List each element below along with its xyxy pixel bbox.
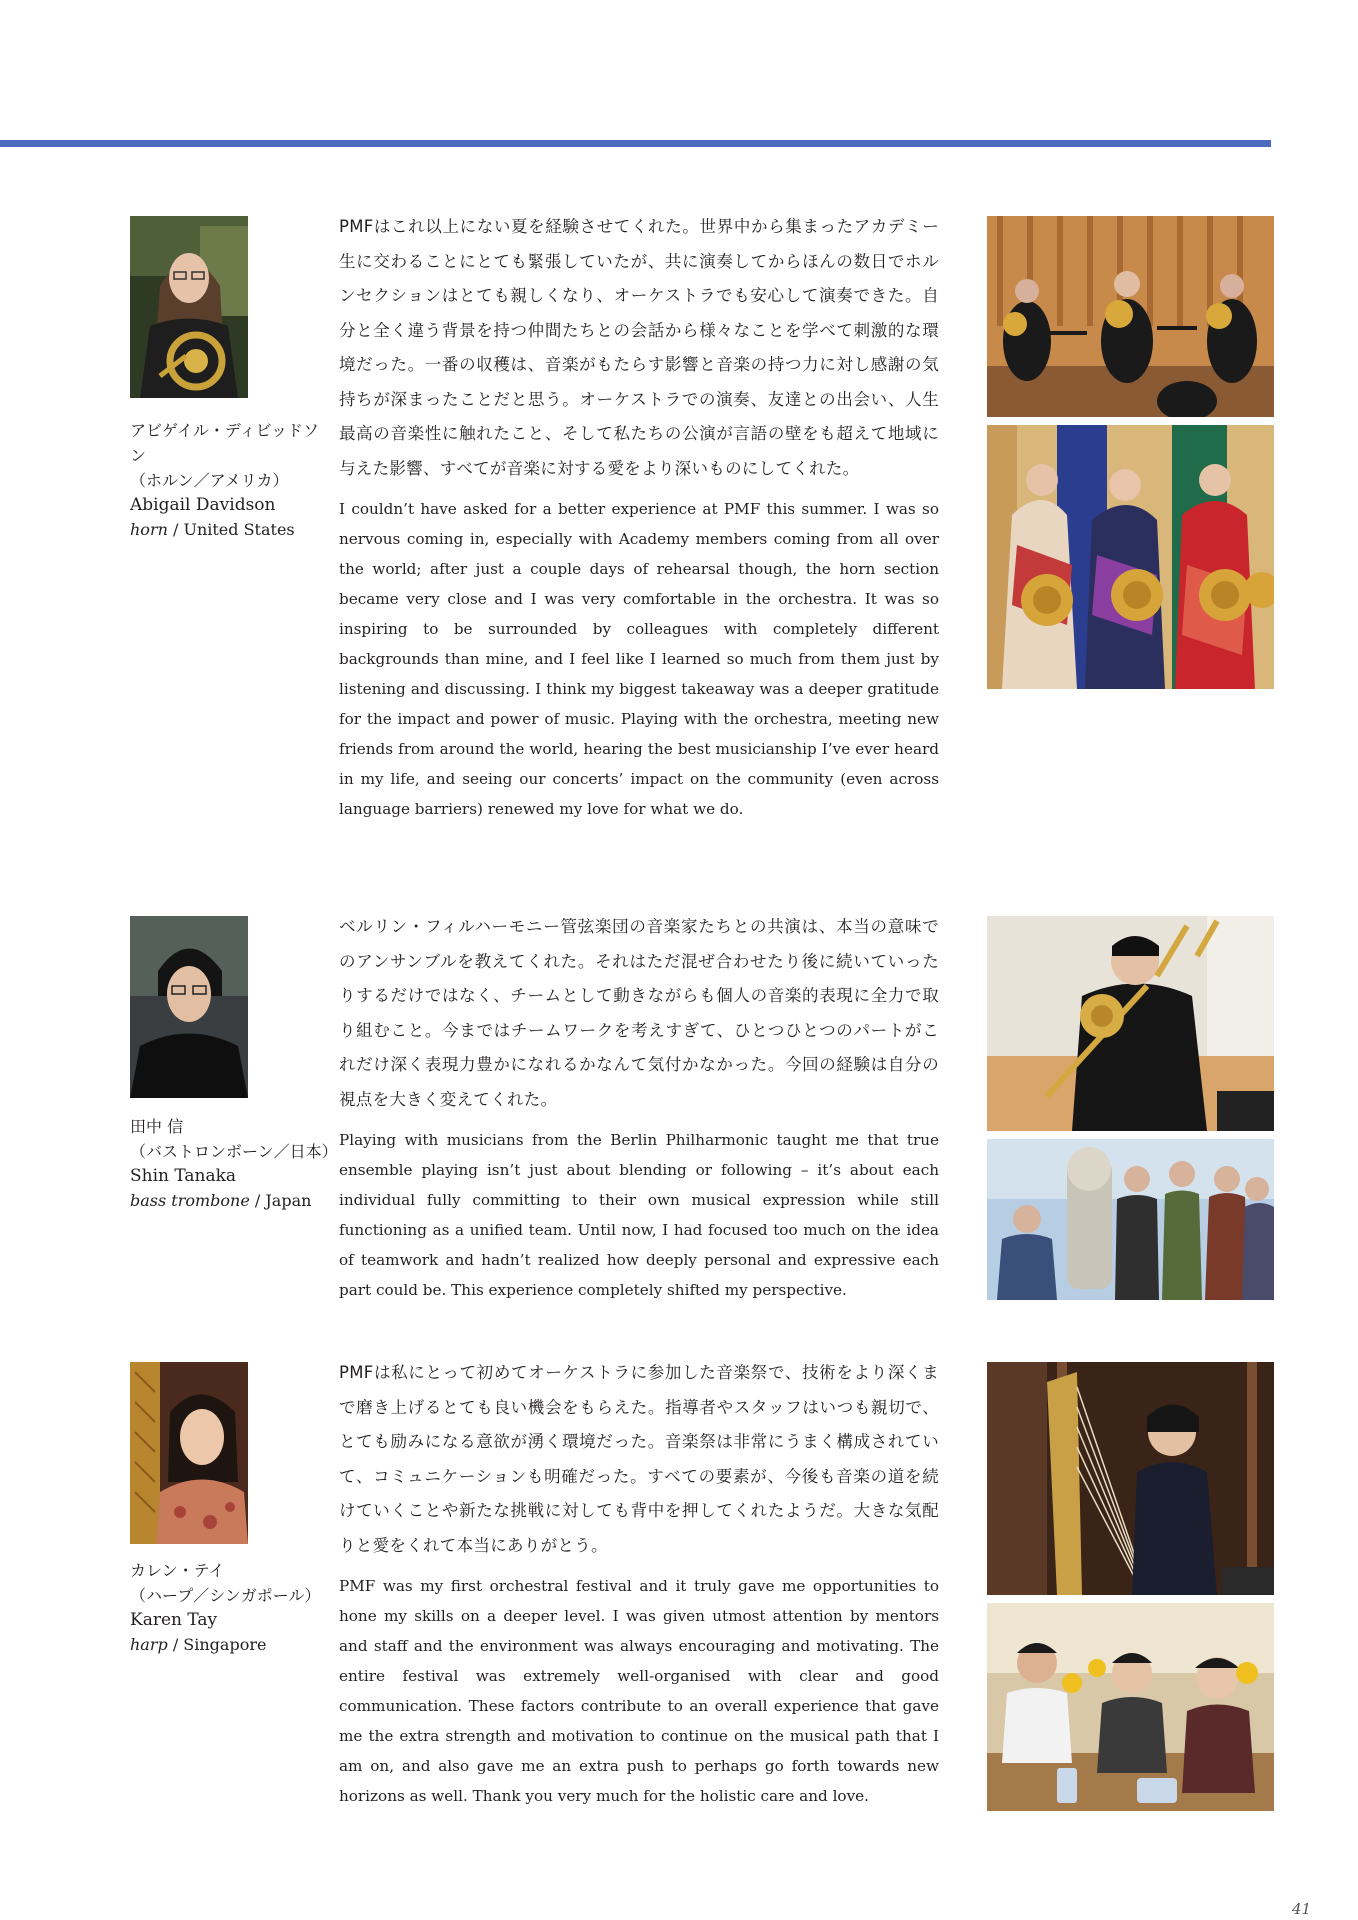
testimonial-text-ja: PMFはこれ以上にない夏を経験させてくれた。世界中から集まったアカデミー生に交わることにとても緊張していたが、共に演奏してからほんの数日でホルンセクションはとても親しくなり、オーケストラでも安心して演奏できた。自分と全く違う背景を持つ仲間たちとの会話から様々なことを学べて刺激的な環境だった。一番の収穫は、音楽がもたらす影響と音楽の持つ力に対し感謝の気持ちが深まったことだと思う。オーケストラでの演奏、友達との出会い、人生最高の音楽性に触れたこと、そして私たちの公演が言語の壁をも超えて地域に与えた影響、すべてが音楽に対する愛をより深いものにしてくれた。 bbox=[339, 217, 939, 478]
photo-horn-players-in-kimono bbox=[987, 425, 1274, 689]
testimonial-abigail bbox=[339, 210, 939, 824]
musician-meta-shin bbox=[130, 1114, 338, 1213]
photo-trombone-player bbox=[987, 916, 1274, 1131]
photo-horn-section-rehearsal bbox=[987, 216, 1274, 417]
role-ja: （バストロンボーン／日本） bbox=[130, 1142, 338, 1161]
testimonial-shin bbox=[339, 910, 939, 1305]
testimonial-karen bbox=[339, 1356, 939, 1811]
country-en: / Singapore bbox=[167, 1635, 267, 1654]
photo-harpist-playing bbox=[987, 1362, 1274, 1595]
testimonial-text-en: Playing with musicians from the Berlin Philharmonic taught me that true ensemble playing isn’t just about blending or following – it’s about each individual fully committing to their own musical expression while still functioning as a unified team. Until now, I had focused too much on the idea of teamwork and hadn’t realized how deeply personal and expressive each part could be. This experience completely shifted my perspective. bbox=[339, 1131, 939, 1299]
role-ja: （ホルン／アメリカ） bbox=[130, 471, 289, 490]
photo-friends-at-table bbox=[987, 1603, 1274, 1811]
portrait-photo-abigail bbox=[130, 216, 248, 398]
country-en: / United States bbox=[167, 520, 295, 539]
testimonial-text-ja: PMFは私にとって初めてオーケストラに参加した音楽祭で、技術をより深くまで磨き上げるとても良い機会をもらえた。指導者やスタッフはいつも親切で、とても励みになる意欲が湧く環境だった。音楽祭は非常にうまく構成されていて、コミュニケーションも明確だった。すべての要素が、今後も音楽の道を続けていくことや新たな挑戦に対しても背中を押してくれたようだ。大きな気配りと愛をくれて本当にありがとう。 bbox=[339, 1363, 939, 1555]
name-en: Abigail Davidson bbox=[130, 495, 276, 515]
top-accent-bar bbox=[0, 140, 1271, 147]
role-en bbox=[130, 518, 330, 542]
instrument-en: horn bbox=[130, 520, 168, 539]
testimonial-text-en: PMF was my first orchestral festival and it truly gave me opportunities to hone my skills on a deeper level. I was given utmost attention by mentors and staff and the environment was always encouraging and motivating. The entire festival was extremely well-organised with clear and good communication. These factors contribute to an overall experience that gave me the extra strength and motivation to continue on the musical path that I am on, and also gave me an extra push to perhaps go forth towards new horizons as well. Thank you very much for the holistic care and love. bbox=[339, 1577, 939, 1805]
name-ja: 田中 信 bbox=[130, 1117, 184, 1136]
instrument-en: bass trombone bbox=[130, 1191, 250, 1210]
name-ja: カレン・テイ bbox=[130, 1561, 225, 1580]
role-ja: （ハープ／シンガポール） bbox=[130, 1586, 321, 1605]
musician-meta-karen bbox=[130, 1558, 330, 1657]
portrait-photo-shin bbox=[130, 916, 248, 1098]
name-en: Shin Tanaka bbox=[130, 1166, 237, 1186]
testimonial-text-en: I couldn’t have asked for a better experience at PMF this summer. I was so nervous coming in, especially with Academy members coming from all over the world; after just a couple days of rehearsal though, the horn section became very close and I was very comfortable in the orchestra. It was so inspiring to be surrounded by colleagues with completely different backgrounds than mine, and I feel like I learned so much from them just by listening and discussing. I think my biggest takeaway was a deeper gratitude for the impact and power of music. Playing with the orchestra, meeting new friends from around the world, hearing the best musicianship I’ve ever heard in my life, and seeing our concerts’ impact on the community (even across language barriers) renewed my love for what we do. bbox=[339, 500, 939, 818]
role-en bbox=[130, 1633, 330, 1657]
country-en: / Japan bbox=[249, 1191, 312, 1210]
musician-meta-abigail bbox=[130, 418, 330, 542]
role-en bbox=[130, 1189, 330, 1213]
portrait-photo-karen bbox=[130, 1362, 248, 1544]
photo-group-with-tuba bbox=[987, 1139, 1274, 1300]
name-ja: アビゲイル・ディビッドソン bbox=[130, 421, 319, 465]
name-en: Karen Tay bbox=[130, 1610, 218, 1630]
testimonial-text-ja: ベルリン・フィルハーモニー管弦楽団の音楽家たちとの共演は、本当の意味でのアンサンブルを教えてくれた。それはただ混ぜ合わせたり後に続いていったりするだけではなく、チームとして動きながらも個人の音楽的表現に全力で取り組むこと。今まではチームワークを考えすぎて、ひとつひとつのパートがこれだけ深く表現力豊かになれるかなんて気付かなかった。今回の経験は自分の視点を大きく変えてくれた。 bbox=[339, 917, 939, 1109]
page-number: 41 bbox=[1292, 1900, 1312, 1918]
instrument-en: harp bbox=[130, 1635, 168, 1654]
